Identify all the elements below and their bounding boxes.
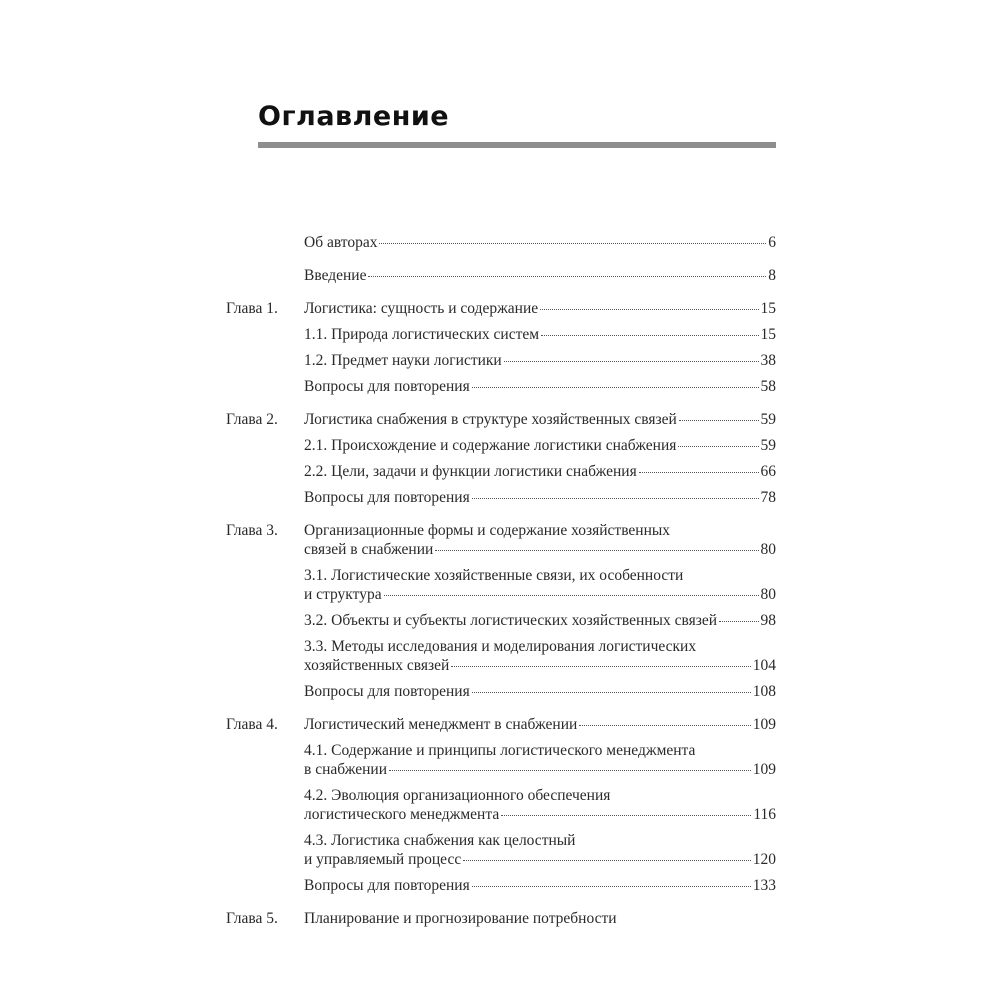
toc-entry-title[interactable]: Логистика снабжения в структуре хозяйственных связей (304, 411, 677, 428)
toc-entry-line (304, 410, 776, 429)
page-number[interactable]: 109 (752, 716, 776, 733)
page-number[interactable]: 38 (760, 352, 776, 369)
toc-entry[interactable] (226, 831, 776, 869)
toc-entry-title[interactable]: 1.1. Природа логистических систем (304, 326, 540, 343)
toc-entry[interactable] (226, 266, 776, 285)
toc-entry-line (304, 377, 776, 396)
toc-entry-line (304, 585, 776, 604)
toc-entry-title[interactable]: 4.1. Содержание и принципы логистического менеджмента (304, 742, 696, 759)
toc-entry-line (304, 462, 776, 481)
toc-entry-body (304, 909, 776, 928)
toc-entry-line (304, 266, 776, 285)
toc-entry-title[interactable]: Планирование и прогнозирование потребности (304, 910, 617, 927)
page-number[interactable]: 6 (768, 234, 776, 251)
toc-entry-line (304, 566, 776, 585)
dot-leader (472, 692, 751, 693)
chapter-label (226, 488, 304, 507)
toc-entry[interactable] (226, 786, 776, 824)
toc-entry-body (304, 831, 776, 869)
page-number[interactable]: 15 (760, 300, 776, 317)
toc-entry-title[interactable]: Вопросы для повторения (304, 489, 470, 506)
toc-entry-line (304, 715, 776, 734)
dot-leader (379, 243, 766, 244)
toc-entry-line (304, 760, 776, 779)
chapter-label (226, 436, 304, 455)
chapter-label (226, 351, 304, 370)
toc-entry[interactable] (226, 715, 776, 734)
toc-entry-body (304, 611, 776, 630)
toc-entry-line (304, 233, 776, 252)
toc-entry[interactable] (226, 233, 776, 252)
dot-leader (384, 595, 759, 596)
dot-leader (579, 725, 750, 726)
toc-entry-line (304, 325, 776, 344)
page-number[interactable]: 59 (760, 437, 776, 454)
toc-entry-line (304, 850, 776, 869)
toc-entry[interactable] (226, 410, 776, 429)
toc-entry-title[interactable]: 4.2. Эволюция организационного обеспечения (304, 787, 611, 804)
toc-entry-title[interactable]: Вопросы для повторения (304, 683, 470, 700)
toc-entry-line (304, 656, 776, 675)
toc-entry[interactable] (226, 637, 776, 675)
toc-entry[interactable] (226, 611, 776, 630)
dot-leader (540, 309, 758, 310)
toc-entry[interactable] (226, 325, 776, 344)
toc-entry-line (304, 637, 776, 656)
chapter-label: Глава 3. (226, 522, 278, 539)
dot-leader (451, 666, 750, 667)
dot-leader (463, 860, 751, 861)
toc-entry-body (304, 410, 776, 429)
toc-entry[interactable] (226, 521, 776, 559)
toc-entry-line (304, 540, 776, 559)
toc-entry-body (304, 488, 776, 507)
toc-entry-line (304, 741, 776, 760)
table-of-contents (226, 233, 776, 928)
dot-leader (719, 621, 758, 622)
toc-entry-title[interactable]: и структура (304, 586, 382, 603)
toc-entry-title[interactable]: 2.2. Цели, задачи и функции логистики снабжения (304, 463, 637, 480)
page-number[interactable]: 59 (760, 411, 776, 428)
page-number[interactable]: 98 (760, 612, 776, 629)
toc-entry-body (304, 233, 776, 252)
dot-leader (504, 361, 759, 362)
dot-leader (472, 498, 759, 499)
page-number[interactable]: 116 (753, 806, 776, 823)
toc-entry-title[interactable]: 3.3. Методы исследования и моделирования логистических (304, 638, 697, 655)
dot-leader (368, 276, 766, 277)
toc-entry-body (304, 715, 776, 734)
toc-entry-body (304, 266, 776, 285)
toc-entry-body (304, 462, 776, 481)
toc-entry-line (304, 682, 776, 701)
chapter-label (226, 682, 304, 701)
page-title: Оглавление (258, 101, 450, 132)
toc-entry-line (304, 831, 776, 850)
toc-entry-title[interactable]: 4.3. Логистика снабжения как целостный (304, 832, 576, 849)
toc-entry-line (304, 488, 776, 507)
page-number[interactable]: 78 (760, 489, 776, 506)
toc-entry-body (304, 637, 776, 675)
toc-entry[interactable] (226, 462, 776, 481)
toc-entry-title[interactable]: Об авторах (304, 234, 378, 251)
toc-entry[interactable] (226, 299, 776, 318)
chapter-label: Глава 4. (226, 716, 278, 733)
toc-entry[interactable] (226, 566, 776, 604)
toc-entry-title[interactable]: и управляемый процесс (304, 851, 462, 868)
toc-entry[interactable] (226, 377, 776, 396)
toc-entry-body (304, 521, 776, 559)
page-number[interactable]: 58 (760, 378, 776, 395)
title-underline-bar (258, 142, 776, 148)
chapter-label (226, 741, 304, 779)
toc-entry-title[interactable]: в снабжении (304, 761, 388, 778)
chapter-label: Глава 2. (226, 411, 278, 428)
toc-entry-body (304, 436, 776, 455)
toc-entry-title[interactable]: 2.1. Происхождение и содержание логистики снабжения (304, 437, 677, 454)
toc-entry-body (304, 682, 776, 701)
toc-entry-body (304, 876, 776, 895)
toc-entry-title[interactable]: связей в снабжении (304, 541, 434, 558)
toc-entry-body (304, 325, 776, 344)
page-number[interactable]: 8 (768, 267, 776, 284)
toc-entry[interactable] (226, 351, 776, 370)
chapter-label (226, 266, 304, 285)
toc-entry-title[interactable]: Введение (304, 267, 367, 284)
page-number[interactable]: 109 (752, 761, 776, 778)
page-number[interactable]: 104 (752, 657, 776, 674)
chapter-label: Глава 1. (226, 300, 278, 317)
dot-leader (501, 815, 751, 816)
dot-leader (472, 886, 751, 887)
toc-entry-title[interactable]: 3.2. Объекты и субъекты логистических хозяйственных связей (304, 612, 718, 629)
toc-entry-body (304, 351, 776, 370)
page-number[interactable]: 108 (752, 683, 776, 700)
toc-entry-line (304, 786, 776, 805)
chapter-label (226, 233, 304, 252)
dot-leader (639, 472, 759, 473)
toc-entry-body (304, 377, 776, 396)
page-number[interactable]: 15 (760, 326, 776, 343)
page-number[interactable]: 133 (752, 877, 776, 894)
toc-entry[interactable] (226, 909, 776, 928)
toc-entry[interactable] (226, 741, 776, 779)
toc-entry-line (304, 611, 776, 630)
toc-entry-title[interactable]: 3.1. Логистические хозяйственные связи, их особенности (304, 567, 684, 584)
toc-entry-line (304, 521, 776, 540)
toc-entry-title[interactable]: Логистический менеджмент в снабжении (304, 716, 578, 733)
page-number[interactable]: 66 (760, 463, 776, 480)
chapter-label (226, 325, 304, 344)
toc-entry-body (304, 786, 776, 824)
dot-leader (435, 550, 758, 551)
chapter-label (226, 786, 304, 824)
chapter-label (226, 637, 304, 675)
toc-entry-line (304, 909, 776, 928)
toc-entry-title[interactable]: Вопросы для повторения (304, 378, 470, 395)
toc-entry-title[interactable]: логистического менеджмента (304, 806, 500, 823)
chapter-label (226, 831, 304, 869)
toc-entry[interactable] (226, 682, 776, 701)
toc-entry-body (304, 741, 776, 779)
dot-leader (541, 335, 758, 336)
toc-entry-body (304, 566, 776, 604)
toc-entry-title[interactable]: 1.2. Предмет науки логистики (304, 352, 502, 369)
toc-entry-line (304, 436, 776, 455)
toc-entry-title[interactable]: Логистика: сущность и содержание (304, 300, 539, 317)
toc-entry-body (304, 299, 776, 318)
toc-entry-line (304, 299, 776, 318)
toc-entry-line (304, 351, 776, 370)
toc-entry-title[interactable]: хозяйственных связей (304, 657, 450, 674)
chapter-label (226, 611, 304, 630)
chapter-label (226, 377, 304, 396)
chapter-label: Глава 5. (226, 910, 278, 927)
toc-entry[interactable] (226, 488, 776, 507)
toc-entry-line (304, 876, 776, 895)
chapter-label (226, 566, 304, 604)
dot-leader (472, 387, 759, 388)
toc-entry-line (304, 805, 776, 824)
chapter-label (226, 876, 304, 895)
page-number[interactable]: 80 (760, 586, 776, 603)
dot-leader (679, 420, 759, 421)
dot-leader (678, 446, 758, 447)
toc-entry[interactable] (226, 876, 776, 895)
page-number[interactable]: 80 (760, 541, 776, 558)
dot-leader (389, 770, 751, 771)
page-number[interactable]: 120 (752, 851, 776, 868)
toc-entry[interactable] (226, 436, 776, 455)
toc-entry-title[interactable]: Вопросы для повторения (304, 877, 470, 894)
toc-entry-title[interactable]: Организационные формы и содержание хозяйственных (304, 522, 671, 539)
chapter-label (226, 462, 304, 481)
